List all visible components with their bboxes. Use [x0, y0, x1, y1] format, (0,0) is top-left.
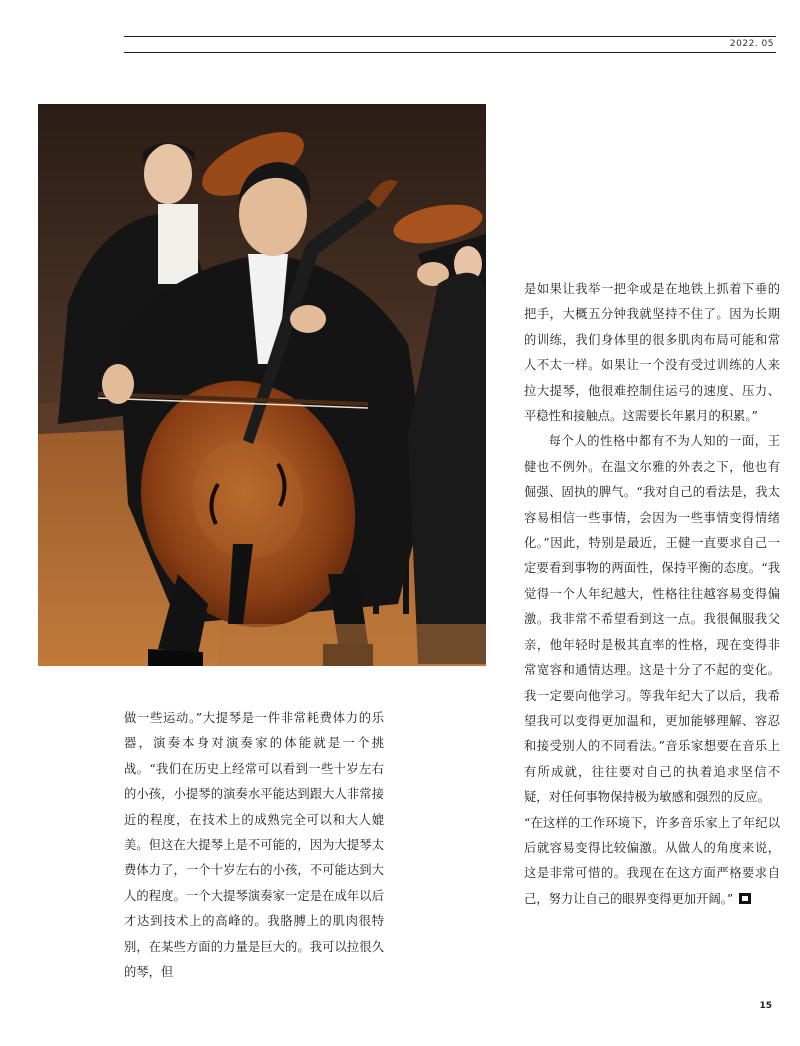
issue-date: 2022. 05: [729, 39, 774, 49]
cellist-photo: [38, 104, 486, 666]
article-bottom-column: [124, 706, 384, 985]
article-paragraph: 做一些运动。”大提琴是一件非常耗费体力的乐器，演奏本身对演奏家的体能就是一个挑战。“我们在历史上经常可以看到一些十岁左右的小孩，小提琴的演奏水平能达到跟大人非常接近的程度，在技术上的成熟完全可以和大人媲美。但这在大提琴上是不可能的，因为大提琴太费体力了，一个十岁左右的小孩，不可能达到大人的程度。一个大提琴演奏家一定是在成年以后才达到技术上的高峰的。我胳膊上的肌肉很特别，在某些方面的力量是巨大的。我可以拉很久的琴，但: [124, 711, 384, 980]
end-of-article-icon: [739, 893, 751, 904]
article-right-column: [524, 277, 780, 912]
page-number: 15: [759, 1001, 772, 1011]
article-paragraph: [524, 811, 780, 913]
cellist-photo-icon: [38, 104, 486, 666]
header-rule-top: [124, 36, 776, 37]
article-paragraph-text: “在这样的工作环境下，许多音乐家上了年纪以后就容易变得比较偏激。从做人的角度来说，这是非常可惜的。我现在在这方面严格要求自己，努力让自己的眼界变得更加开阔。”: [524, 815, 780, 906]
article-paragraph: 每个人的性格中都有不为人知的一面，王健也不例外。在温文尔雅的外表之下，他也有倔强、固执的脾气。“我对自己的看法是，我太容易相信一些事情，会因为一些事情变得情绪化。”因此，特别是最近，王健一直要求自己一定要看到事物的两面性，保持平衡的态度。“我觉得一个人年纪越大，性格往往越容易变得偏激。我非常不希望看到这一点。我很佩服我父亲，他年轻时是极其直率的性格，现在变得非常宽容和通情达理。这是十分了不起的变化。我一定要向他学习。等我年纪大了以后，我希望我可以变得更加温和，更加能够理解、容忍和接受别人的不同看法。”音乐家想要在音乐上有所成就，往往要对自己的执着追求坚信不疑，对任何事物保持极为敏感和强烈的反应。: [524, 434, 780, 805]
header-rule-bottom: [124, 52, 776, 53]
article-paragraph: 是如果让我举一把伞或是在地铁上抓着下垂的把手，大概五分钟我就坚持不住了。因为长期的训练，我们身体里的很多肌肉布局可能和常人不太一样。如果让一个没有受过训练的人来拉大提琴，他很难控制住运弓的速度、压力、平稳性和接触点。这需要长年累月的积累。”: [524, 282, 780, 424]
